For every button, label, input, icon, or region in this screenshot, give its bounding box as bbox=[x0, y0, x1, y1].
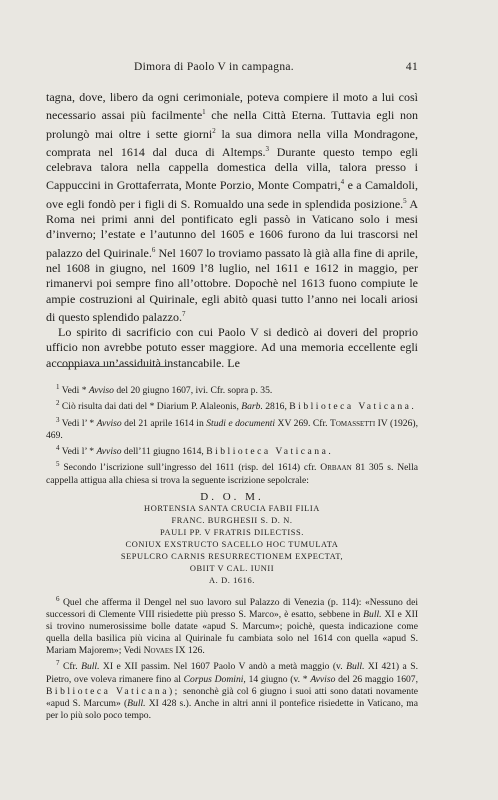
paragraph: tagna, dove, libero da ogni cerimoniale, poteva compiere il moto a lui così necessario assai più facilmente$^1$ che nella Città Eterna. Tuttavia egli non prolungò mai oltre i sette giorni$^2$ la sua dimora nella villa Mondragone, comprata nel 1614 dal duca di Altemps.$^3$ Durante questo tempo egli celebrava talora nella cappella domestica della villa, talora presso i Cappuccini in Grottaferrata, Monte Porzio, Monte Compatri,$^4$ e a Camaldoli, ove egli fondò per i figli di S. Romualdo una sede in splendida posizione.$^5$ A Roma nei primi anni del pontificato egli passò in Vaticano solo i mesi d’inverno; l’estate e l’autunno del 1605 e 1606 furono da lui trascorsi nel palazzo del Quirinale.$^6$ Nel 1607 lo troviamo passato là già alla fine di aprile, nel 1608 in giugno, nel 1609 l’8 luglio, nel 1611 e 1612 in maggio, per rimanervi poi sempre fino all’ottobre. Dopochè nel 1613 fuono compiute le ampie costruzioni al Quirinale, egli abitò quasi tutto l’anno nei locali ariosi di questo splendido palazzo.$^7$ bbox=[46, 90, 419, 324]
inscription-line: CONIUX EXSTRUCTO SACELLO HOC TUMULATA bbox=[125, 539, 339, 549]
inscription bbox=[46, 491, 418, 587]
main-text bbox=[46, 90, 418, 371]
inscription-line: A. D. 1616. bbox=[209, 575, 255, 585]
footnote: $^2$ Ciò risulta dai dati del * Diarium P. Alaleonis, Barb. 2816, Biblioteca Vaticana. bbox=[56, 399, 417, 413]
footnote: $^1$ Vedi * Avviso del 20 giugno 1607, ivi. Cfr. sopra p. 35. bbox=[56, 383, 273, 397]
footnote-ref: 6 bbox=[151, 245, 156, 254]
footnote: $^5$ Secondo l’iscrizione sull’ingresso del 1611 (risp. del 1614) cfr. Orbaan 81 305 s. Nella cappella attigua alla chiesa si trova la seguente iscrizione sepolcrale: bbox=[46, 460, 418, 486]
inscription-line: D. O. M. bbox=[200, 490, 264, 503]
inscription-line: SEPULCRO CARNIS RESURRECTIONEM EXPECTAT, bbox=[120, 551, 344, 561]
running-title: Dimora di Paolo V in campagna. bbox=[134, 61, 294, 73]
inscription-line: FRANC. BURGHESII S. D. N. bbox=[171, 515, 293, 525]
footnote: $^3$ Vedi l’ * Avviso del 21 aprile 1614 in Studi e documenti XV 269. Cfr. Tomassetti IV (1926), 469. bbox=[46, 415, 418, 441]
inscription-line: OBIIT V CAL. IUNII bbox=[189, 563, 275, 573]
footnote-ref: 2 bbox=[212, 126, 216, 135]
footnote-ref: 3 bbox=[265, 144, 269, 153]
footnotes bbox=[46, 381, 418, 722]
footnote-ref: 4 bbox=[340, 178, 345, 187]
footnote-ref: 5 bbox=[403, 196, 407, 205]
running-header bbox=[46, 61, 418, 73]
footnote-ref: 1 bbox=[202, 108, 206, 117]
footnote: $^4$ Vedi l’ * Avviso dell’11 giugno 1614, Biblioteca Vaticana. bbox=[56, 443, 334, 458]
paragraph: Lo spirito di sacrificio con cui Paolo V si dedicò ai doveri del proprio ufficio non avrebbe potuto esser maggiore. Ad una memoria eccellente egli accoppiava un’assiduità instancabile. Le bbox=[46, 325, 418, 370]
inscription-line: PAULI PP. V FRATRIS DILECTISS. bbox=[160, 527, 304, 537]
footnote: $^6$ Quel che afferma il Dengel nel suo lavoro sul Palazzo di Venezia (p. 114): «Nessuno dei successori di Clemente VIII risiedette più presso S. Marco», è esatto, sebbene in Bull. XI e XII si trovino numerosissime bolle datate «apud S. Marcum»; poichè, questa indicazione come quella della basilica più vicina al Quirinale fu cambiata solo nel 1614 con quella «apud S. Mariam Majorem»; Vedi Novaes IX 126. bbox=[46, 594, 419, 657]
footnote-ref: 7 bbox=[181, 309, 186, 318]
footnote-separator bbox=[58, 366, 168, 367]
page-number: 41 bbox=[405, 61, 418, 73]
footnote: $^7$ Cfr. Bull. XI e XII passim. Nel 1607 Paolo V andò a metà maggio (v. Bull. XI 421) a S. Pietro, ove voleva rimanere fino al Corpus Domini, 14 giugno (v. * Avviso del 26 maggio 1607, Biblioteca Vaticana); senonchè già col 6 giugno i suoi atti sono datati novamente «apud S. Marcum» (Bull. XI 428 s.). Anche in altri anni il pontefice risiedette in Vaticano, ma per lo più solo poco tempo. bbox=[46, 659, 419, 721]
inscription-line: HORTENSIA SANTA CRUCIA FABII FILIA bbox=[144, 503, 320, 513]
